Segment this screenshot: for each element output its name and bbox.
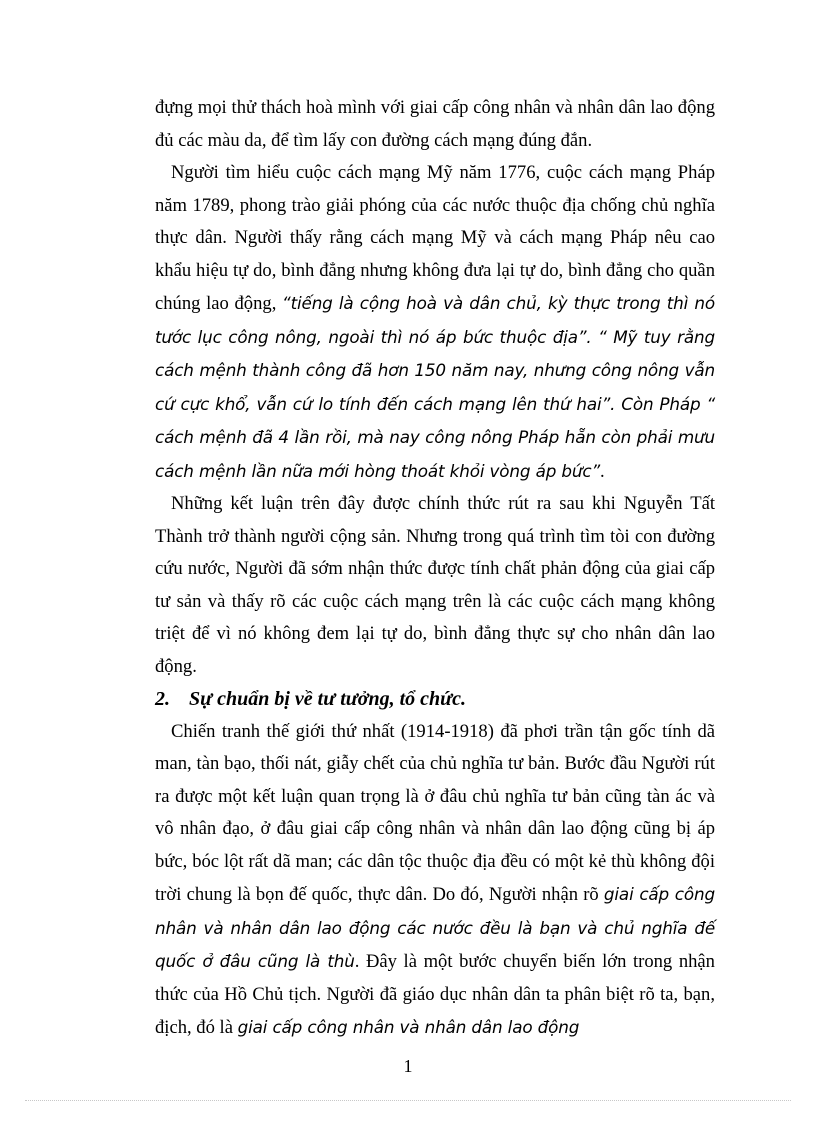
italic-quote-text: “tiếng là cộng hoà và dân chủ, kỳ thực trong thì nó tước lục công nông, ngoài thì nó áp bức thuộc địa”. “ Mỹ tuy rằng cách mệnh thành công đã hơn 150 năm nay, nhưng công nông vẫn cứ cực khổ, vẫn cứ lo tính đến cách mạng lên thứ hai”. Còn Pháp “ cách mệnh đã 4 lần rồi, mà nay công nông Pháp hẵn còn phải mưu cách mệnh lần nữa mới hòng thoát khỏi vòng áp bức” [155, 293, 715, 481]
body-paragraph [155, 92, 715, 157]
paragraph-text: đựng mọi thử thách hoà mình với giai cấp công nhân và nhân dân lao động đủ các màu da, để tìm lấy con đường cách mạng đúng đắn. [155, 97, 715, 151]
paragraph-text: Chiến tranh thế giới thứ nhất (1914-1918) đã phơi trần tận gốc tính dã man, tàn bạo, thối nát, giẫy chết của chủ nghĩa tư bản. Bước đầu Người rút ra được một kết luận quan trọng là ở đâu chủ nghĩa tư bản cũng tàn ác và vô nhân đạo, ở đâu giai cấp công nhân và nhân dân lao động cũng bị áp bức, bóc lột rất dã man; các dân tộc thuộc địa đều có một kẻ thù không đội trời chung là bọn đế quốc, thực dân. Do đó, Người nhận rõ [155, 720, 715, 905]
page-footer-divider [25, 1100, 791, 1101]
section-title: Sự chuẩn bị về tư tưởng, tổ chức. [189, 688, 467, 710]
body-paragraph [155, 488, 715, 683]
italic-quote-text: giai cấp công nhân và nhân dân lao động các nước đều là bạn và chủ nghĩa đế quốc ở đâu cũng là thù [155, 884, 715, 971]
paragraph-text: . [600, 460, 605, 482]
body-paragraph [155, 716, 715, 1045]
section-number: 2. [155, 688, 170, 710]
page-number: 1 [403, 1056, 413, 1076]
body-paragraph [155, 157, 715, 488]
paragraph-text: Người tìm hiểu cuộc cách mạng Mỹ năm 1776, cuộc cách mạng Pháp năm 1789, phong trào giải phóng của các nước thuộc địa chống chủ nghĩa thực dân. Người thấy rằng cách mạng Mỹ và cách mạng Pháp nêu cao khẩu hiệu tự do, bình đẳng nhưng không đưa lại tự do, bình đẳng cho quần chúng lao động, [155, 162, 715, 314]
paragraph-text: . Đây là một bước chuyển biến lớn trong nhận thức của Hồ Chủ tịch. Người đã giáo dục nhân dân ta phân biệt rõ ta, bạn, địch, đó là [155, 951, 715, 1038]
paragraph-text: Những kết luận trên đây được chính thức rút ra sau khi Nguyễn Tất Thành trở thành người cộng sản. Nhưng trong quá trình tìm tòi con đường cứu nước, Người đã sớm nhận thức được tính chất phản động của giai cấp tư sản và thấy rõ các cuộc cách mạng trên là các cuộc cách mạng không triệt để vì nó không đem lại tự do, bình đẳng thực sự cho nhân dân lao động. [155, 493, 715, 677]
section-heading [155, 683, 715, 716]
italic-quote-text: giai cấp công nhân và nhân dân lao động [237, 1017, 580, 1037]
document-body [155, 92, 715, 1045]
